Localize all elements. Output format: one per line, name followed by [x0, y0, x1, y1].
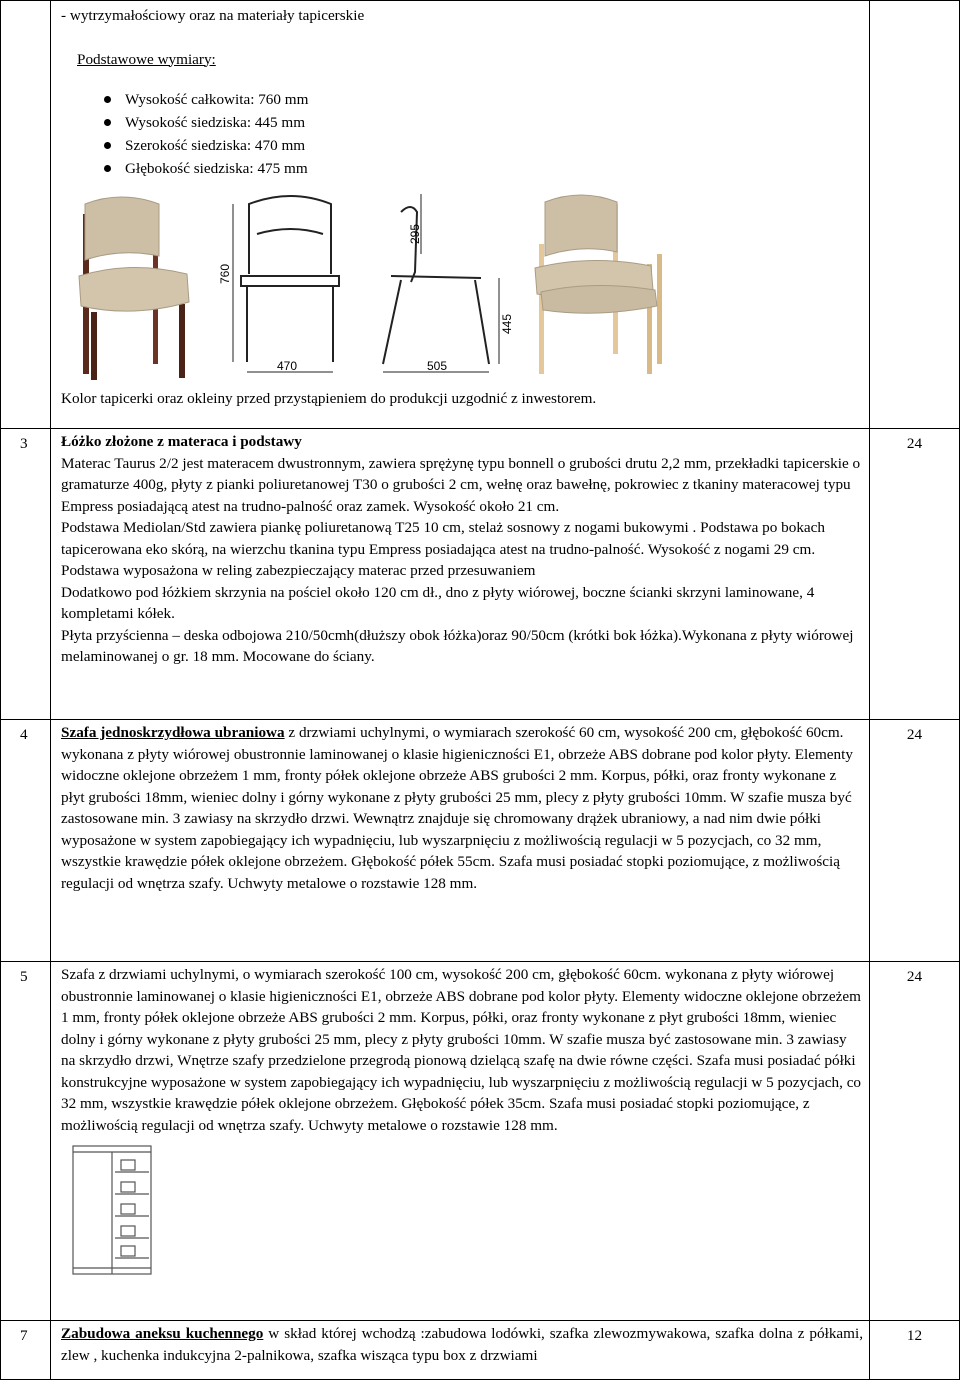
row-description: [51, 962, 870, 1321]
row-description: [51, 429, 870, 720]
dim-295: 295: [408, 223, 422, 244]
row-number: 7: [1, 1321, 51, 1380]
table-row: [1, 429, 960, 720]
row-number: 3: [1, 429, 51, 720]
item-paragraph: Dodatkowo pod łóżkiem skrzynia na pościel około 120 cm dł., dno z płyty wiórowej, boczne ścianki skrzyni laminowane, 4 kompletami kółek.: [61, 583, 815, 622]
table-row: [1, 720, 960, 962]
list-item: Szerokość siedziska: 470 mm: [125, 134, 863, 157]
item-text: Szafa z drzwiami uchylnymi, o wymiarach szerokość 100 cm, wysokość 200 cm, głębokość 60cm. wykonana z płyty wiórowej obustronnie laminowanej o klasie higieniczności E1, obrzeże ABS dobrane pod kolor płyty. Elementy widoczne oklejone obrzeżem 1 mm, fronty półek oklejone obrzeże ABS grubości 2 mm. Korpus, półki, oraz fronty wykonane z płyt grubości 18mm, wieniec dolny i górny wykonane z płyty grubości 25 mm, plecy z płyty grubości 10mm. W szafie musza być zastosowane min. 3 zawiasy na skrzydło drzwi, Wnętrze szafy przedzielone przegrodą pionową dzielącą szafę na dwie równe części. Szafa musi posiadać półki konstrukcyjne wyposażone w system zapobiegający ich wypadnięciu, lub wyszarpnięciu z możliwością regulacji w 5 pozycjach, co 32 mm, wszystkie krawędzie półek oklejone obrzeżem. Głębokość półek 35cm. Szafa musi posiadać stopki poziomujące, z możliwością regulacji od wnętrza szafy. Uchwyty metalowe o rozstawie 128 mm.: [61, 966, 862, 1134]
intro-text: - wytrzymałościowy oraz na materiały tapicerskie: [61, 7, 365, 24]
row-description: [51, 1321, 870, 1380]
item-title: Szafa jednoskrzydłowa ubraniowa: [61, 724, 285, 741]
row-description: [51, 1, 870, 429]
row-quantity: 24: [870, 429, 960, 720]
item-title: Łóżko złożone z materaca i podstawy: [61, 433, 302, 450]
row-quantity: 24: [870, 720, 960, 962]
chair-side-drawing: [383, 194, 499, 372]
chair-dark-image: [79, 197, 189, 380]
item-paragraph: Materac Taurus 2/2 jest materacem dwustronnym, zawiera sprężynę typu bonnell o grubości drutu 2,2 mm, przekładki tapicerskie o gramaturze 400g, płyty z pianki poliuretanowej T30 o grubości 2 cm, wełnę oraz bawełnę, pokrowiec z tkaniny materacowej typu Empress posiadającą atest na trudno-palność oraz zamek. Wysokość około 21 cm.: [61, 454, 861, 515]
dim-505: 505: [427, 359, 448, 373]
table-row: [1, 1321, 960, 1380]
item-body: w skład której wchodzą :zabudowa lodówki, szafka zlewozmywakowa, szafka dolna z półkami, zlew , kuchenka indukcyjna 2-palnikowa, szafka wisząca typu box z drzwiami: [61, 1325, 863, 1364]
item-paragraph: Podstawa Mediolan/Std zawiera piankę poliuretanową T25 10 cm, stelaż sosnowy z nogami bukowymi . Podstawa po bokach tapicerowana eko skórą, na wierzchu tkanina typu Empress posiadająca atest na trudno-palność. Wysokość z nogami 29 cm. Podstawa wyposażona w reling zabezpieczający materac przed przesuwaniem: [61, 519, 826, 579]
chair-illustration: [61, 194, 751, 384]
dim-470: 470: [277, 359, 298, 373]
wardrobe-drawing: [69, 1142, 159, 1282]
list-item: Wysokość całkowita: 760 mm: [125, 88, 863, 111]
item-title: Zabudowa aneksu kuchennego: [61, 1325, 264, 1342]
item-text: [61, 1323, 863, 1366]
table-row: [1, 1, 960, 429]
color-note: Kolor tapicerki oraz okleiny przed przystąpieniem do produkcji uzgodnić z inwestorem.: [61, 390, 597, 407]
chair-front-drawing: [233, 196, 339, 372]
chair-stack-image: [535, 195, 662, 374]
row-number: [1, 1, 51, 429]
row-quantity: 12: [870, 1321, 960, 1380]
dim-445: 445: [500, 313, 514, 334]
item-text: [61, 722, 863, 894]
row-quantity: [870, 1, 960, 429]
row-quantity: 24: [870, 962, 960, 1321]
list-item: Wysokość siedziska: 445 mm: [125, 111, 863, 134]
item-body: z drzwiami uchylnymi, o wymiarach szerokość 60 cm, wysokość 200 cm, głębokość 60cm. wykonana z płyty wiórowej obustronnie laminowanej o klasie higieniczności E1, obrzeże ABS dobrane pod kolor płyty. Elementy widoczne oklejone obrzeżem 1 mm, fronty półek oklejone obrzeże ABS grubości 2 mm. Korpus, półki, oraz fronty wykonane z płyt grubości 18mm, wieniec dolny i górny wykonane z płyty grubości 25 mm, plecy z płyty grubości 10mm. W szafie musza być zastosowane min. 3 zawiasy na skrzydło drzwi. Wewnątrz znajduje się chromowany drążek ubraniowy, a nad nim dwie półki wyposażone w system zapobiegający ich wypadnięciu, lub wyszarpnięciu z możliwością regulacji w 5 pozycjach, co 32 mm, wszystkie krawędzie półek oklejone obrzeżem. Głębokość półek 55cm. Szafa musi posiadać stopki poziomujące, z możliwością regulacji od wnętrza szafy. Uchwyty metalowe o rozstawie 128 mm.: [61, 724, 853, 892]
dims-list: [61, 88, 863, 180]
row-number: 4: [1, 720, 51, 962]
row-number: 5: [1, 962, 51, 1321]
list-item: Głębokość siedziska: 475 mm: [125, 157, 863, 180]
chair-figure: [61, 194, 863, 384]
table-row: [1, 962, 960, 1321]
dims-heading: Podstawowe wymiary:: [77, 50, 216, 68]
item-paragraph: Płyta przyścienna – deska odbojowa 210/50cmh(dłuższy obok łóżka)oraz 90/50cm (krótki bok łóżka).Wykonana z płyty wiórowej melaminowanej o gr. 18 mm. Mocowane do ściany.: [61, 626, 854, 665]
row-description: [51, 720, 870, 962]
dim-760: 760: [218, 263, 232, 284]
